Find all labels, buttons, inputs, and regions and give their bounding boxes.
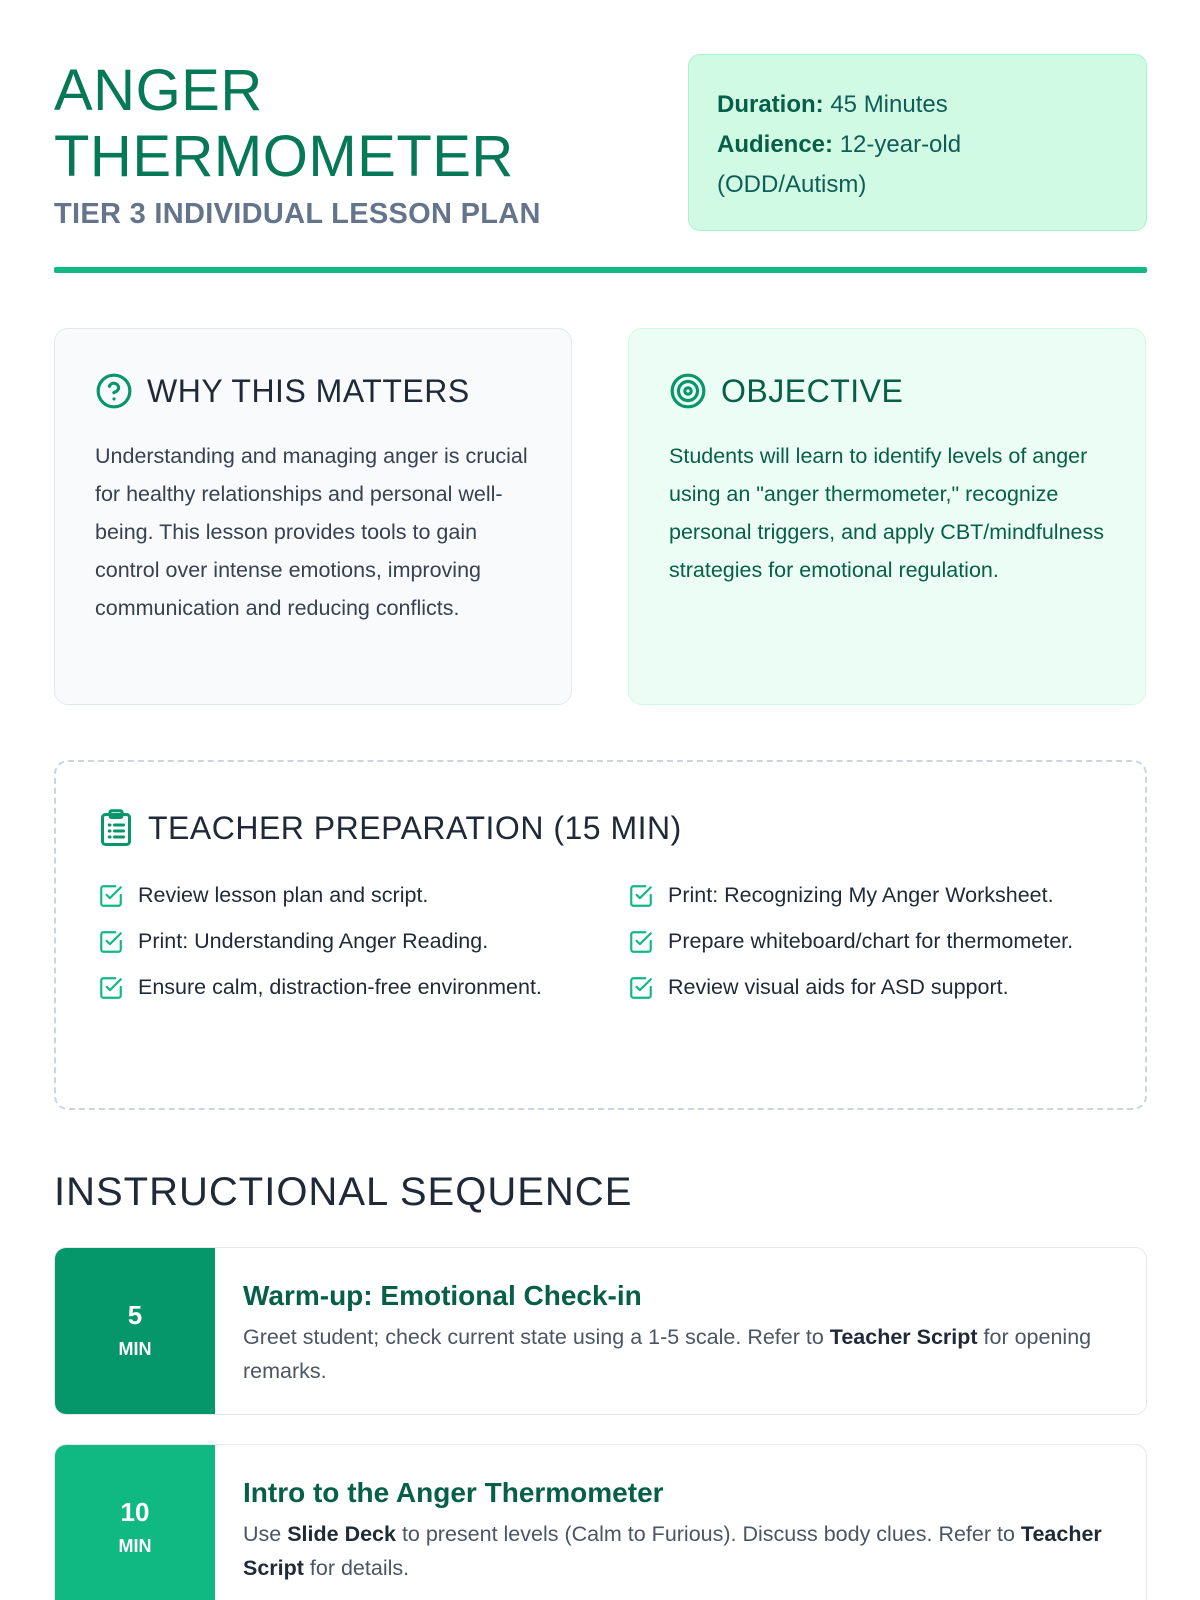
duration-label: Duration: [717,91,824,118]
duration-line [717,85,1118,125]
prep-item [98,970,628,1004]
why-card-body: Understanding and managing anger is crucial for healthy relationships and personal well-being. This lesson provides tools to gain control over intense emotions, improving communication and reducing conflicts. [95,444,528,620]
objective-card [628,328,1146,705]
step-name: Intro to the Anger Thermometer [243,1477,664,1508]
prep-item [628,970,1128,1004]
objective-card-header [669,369,1105,413]
step-desc-text: Use [243,1522,288,1546]
step-unit: MIN [118,1536,152,1556]
prep-item-text: Print: Understanding Anger Reading. [138,929,489,953]
prep-item [628,878,1128,912]
step-time-block [55,1445,215,1600]
slide-deck-reference: Slide Deck [287,1522,396,1546]
prep-item [98,924,628,958]
page-title [54,58,514,190]
checkbox-checked-icon [98,929,124,955]
checkbox-checked-icon [98,883,124,909]
lesson-header [54,52,1147,274]
duration-value: 45 Minutes [830,91,948,118]
step-name: Warm-up: Emotional Check-in [243,1280,642,1311]
sequence-title: INSTRUCTIONAL SEQUENCE [54,1170,633,1214]
step-body [215,1445,1146,1600]
audience-line-2 [717,165,1118,205]
teacher-script-reference: Teacher Script [243,1522,1102,1580]
step-description [243,1320,1118,1388]
sequence-step [54,1444,1147,1600]
audience-value: 12-year-old [839,131,962,158]
page-subtitle: TIER 3 INDIVIDUAL LESSON PLAN [54,198,541,230]
objective-card-body: Students will learn to identify levels of anger using an "anger thermometer," recognize personal triggers, and apply CBT/mindfulness strategies for emotional regulation. [669,444,1104,582]
prep-item-text: Print: Recognizing My Anger Worksheet. [668,883,1054,907]
step-desc-text: to present levels (Calm to Furious). Discuss body clues. Refer to [395,1522,1021,1546]
title-line-2: THERMOMETER [54,124,514,189]
prep-item-text: Ensure calm, distraction-free environment. [138,975,542,999]
checkbox-checked-icon [628,975,654,1001]
prep-header [98,806,1103,850]
step-desc-text: for details. [303,1556,410,1580]
clipboard-icon [98,808,134,848]
teacher-preparation-section [54,760,1147,1110]
teacher-script-reference: Teacher Script [829,1325,978,1349]
title-line-1: ANGER [54,58,263,123]
step-minutes: 5 [127,1300,143,1330]
audience-label: Audience: [717,131,834,158]
prep-item-text: Review visual aids for ASD support. [668,975,1009,999]
step-unit: MIN [118,1339,152,1359]
checkbox-checked-icon [98,975,124,1001]
checkbox-checked-icon [628,883,654,909]
checkbox-checked-icon [628,929,654,955]
prep-item [628,924,1128,958]
audience-value-2: (ODD/Autism) [717,171,867,198]
prep-item-text: Review lesson plan and script. [138,883,429,907]
prep-item [98,878,628,912]
question-circle-icon [95,372,133,410]
lesson-meta-box [688,54,1147,231]
objective-card-title: OBJECTIVE [721,372,904,409]
step-desc-text: for opening remarks. [243,1325,1092,1383]
prep-checklist [98,878,1103,1004]
audience-line [717,125,1118,165]
step-description [243,1517,1118,1585]
step-desc-text: Greet student; check current state using a 1-5 scale. Refer to [243,1325,830,1349]
step-time-block [55,1248,215,1414]
prep-title: TEACHER PREPARATION (15 MIN) [148,809,682,846]
why-card-header [95,369,531,413]
sequence-step [54,1247,1147,1415]
prep-item-text: Prepare whiteboard/chart for thermometer. [668,929,1074,953]
step-body [215,1248,1146,1414]
header-divider [54,267,1147,273]
step-minutes: 10 [120,1497,150,1527]
why-this-matters-card [54,328,572,705]
target-icon [669,372,707,410]
why-card-title: WHY THIS MATTERS [147,372,470,409]
